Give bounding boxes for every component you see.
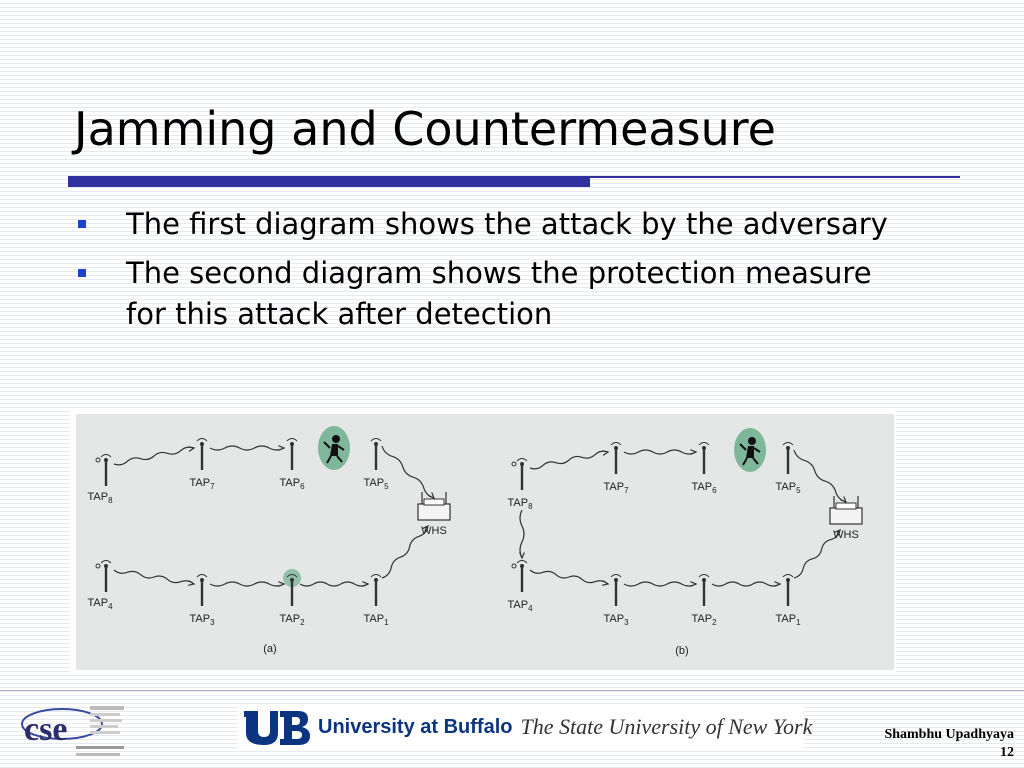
footer-divider [0,690,1024,691]
antenna-tip [786,578,790,582]
node-label-subscript: 4 [108,602,113,611]
node-label-text: TAP [189,477,211,489]
author-name: Shambhu Upadhyaya [884,727,1014,742]
panel-caption: (a) [263,643,277,655]
antenna-tip [200,442,204,446]
node-label-subscript: 4 [528,604,533,613]
adversary-jammer-icon [734,428,766,472]
author-block [884,726,1014,762]
node-label-text: TAP [775,613,797,625]
node-label-subscript: 7 [624,486,629,495]
node-label-subscript: 6 [300,482,305,491]
university-logo [238,704,813,750]
page-number: 12 [1000,745,1014,760]
adversary-head [332,435,340,443]
bullet-square-icon [78,269,86,277]
antenna-tip [702,446,706,450]
whs-station-icon [830,508,862,524]
slide-title: Jamming and Countermeasure [74,102,776,156]
antenna-tip [702,578,706,582]
node-label-text: TAP [363,477,385,489]
node-label-subscript: 3 [624,618,629,627]
node-label-text: TAP [87,597,109,609]
title-underline-thin [590,176,960,178]
adversary-jammer-icon [318,426,350,470]
antenna-tip [104,564,108,568]
cse-logo [18,698,130,764]
antenna-tip [200,578,204,582]
node-label-text: TAP [603,481,625,493]
figure-background [76,414,894,670]
node-label-text: TAP [691,481,713,493]
bullet-item [74,253,914,335]
university-tagline: The State University of New York [520,714,813,739]
node-label-subscript: 5 [384,482,389,491]
node-label-subscript: 7 [210,482,215,491]
node-label-text: WHS [833,529,859,541]
antenna-tip [290,578,294,582]
node-label-subscript: 6 [712,486,717,495]
diagram-canvas [70,408,896,672]
node-label-text: TAP [363,613,385,625]
node-label-subscript: 1 [384,618,389,627]
node-label-text: TAP [279,477,301,489]
whs-station-top [836,503,856,509]
node-label [421,525,447,537]
bullet-item [74,204,914,245]
antenna-tip [614,446,618,450]
node-label-subscript: 1 [796,618,801,627]
node-label-text: TAP [775,481,797,493]
node-label-subscript: 2 [300,618,305,627]
bullet-square-icon [78,220,86,228]
node-label-text: TAP [603,613,625,625]
university-name: University at Buffalo [318,715,513,738]
adversary-head [748,437,756,445]
antenna-tip [104,458,108,462]
node-label-subscript: 3 [210,618,215,627]
antenna-tip [374,578,378,582]
title-underline [68,176,590,187]
bullet-text: The second diagram shows the protection measure for this attack after detection [126,256,872,331]
antenna-tip [614,578,618,582]
antenna-tip [520,564,524,568]
node-label-text: TAP [507,599,529,611]
node-label-subscript: 2 [712,618,717,627]
node-label-subscript: 8 [528,502,533,511]
node-label-text: TAP [507,497,529,509]
antenna-tip [520,462,524,466]
node-label-text: TAP [87,491,109,503]
node-label-subscript: 8 [108,496,113,505]
bullet-list [74,204,914,343]
node-label-text: TAP [279,613,301,625]
node-label-text: TAP [691,613,713,625]
antenna-tip [786,446,790,450]
ub-monogram-icon [242,707,312,747]
node-label [833,529,859,541]
node-label-text: TAP [189,613,211,625]
bullet-text: The first diagram shows the attack by the adversary [126,207,888,241]
node-label-text: WHS [421,525,447,537]
node-label-subscript: 5 [796,486,801,495]
whs-station-icon [418,504,450,520]
jamming-diagram-figure [70,408,896,672]
panel-caption: (b) [675,645,689,657]
antenna-tip [374,442,378,446]
antenna-tip [290,442,294,446]
cse-logo-text: cse [24,711,68,748]
whs-station-top [424,499,444,505]
